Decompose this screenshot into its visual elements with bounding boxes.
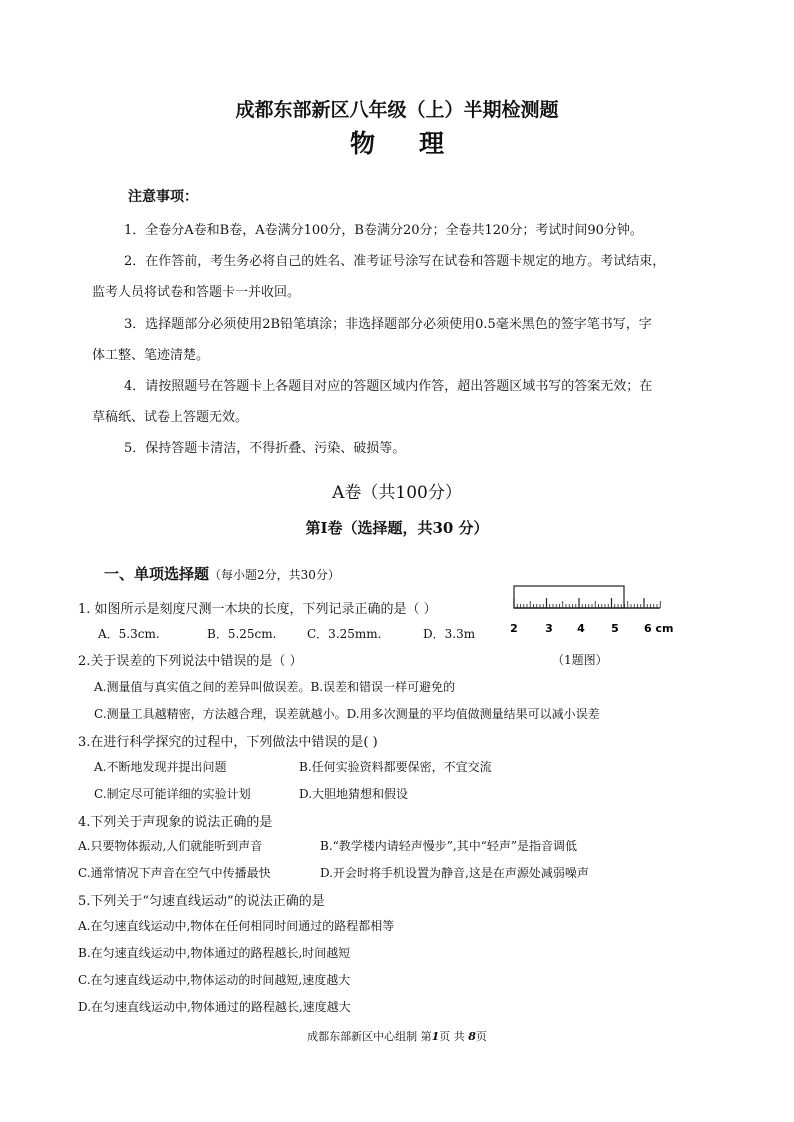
notice-item-3-cont: 体工整、笔迹清楚。 <box>92 348 210 363</box>
q3-option-d: D.大胆地猜想和假设 <box>299 787 409 801</box>
part-one-title: 一、单项选择题 <box>104 565 210 583</box>
footer-page-suffix: 页 <box>475 1030 487 1043</box>
q1-option-c: C．3.25mm. <box>307 627 382 641</box>
q2-options-cd: C.测量工具越精密，方法越合理，误差就越小。D.用多次测量的平均值做测量结果可以减小误差 <box>94 707 600 721</box>
q2-options-ab: A.测量值与真实值之间的差异叫做误差。B.误差和错误一样可避免的 <box>94 680 456 694</box>
ruler-ticks <box>514 598 660 608</box>
part-one-note: （每小题2分，共30分） <box>209 568 340 582</box>
notice-item-1: 1．全卷分A卷和B卷，A卷满分100分，B卷满分20分；全卷共120分；考试时间90分钟。 <box>124 223 643 238</box>
q3-option-c: C.制定尽可能详细的实验计划 <box>94 787 251 801</box>
section-a-title: A卷（共100分） <box>332 483 462 503</box>
subject-title: 物理 <box>349 129 488 158</box>
exam-title: 成都东部新区八年级（上）半期检测题 <box>235 99 559 121</box>
q1-stem: 1. 如图所示是刻度尺测一木块的长度，下列记录正确的是（ ） <box>78 602 437 617</box>
q5-option-b: B.在匀速直线运动中,物体通过的路程越长,时间越短 <box>78 946 351 960</box>
q1-option-a: A．5.3cm. <box>98 627 160 641</box>
footer-page-prefix: 第 <box>420 1030 432 1043</box>
q4-option-b: B.“教学楼内请轻声慢步”,其中“轻声”是指音调低 <box>320 839 577 853</box>
q5-option-a: A.在匀速直线运动中,物体在任何相同时间通过的路程都相等 <box>78 919 395 933</box>
q1-figure-caption: （1题图） <box>552 653 608 667</box>
footer-page-number: 1 <box>431 1030 440 1043</box>
part-one-heading <box>104 563 340 584</box>
q3-option-a: A.不断地发现并提出问题 <box>94 760 227 774</box>
q3-stem: 3.在进行科学探究的过程中，下列做法中错误的是( ) <box>78 735 378 750</box>
ruler-label-4: 4 <box>577 622 585 635</box>
notice-item-2-cont: 监考人员将试卷和答题卡一并收回。 <box>92 285 301 300</box>
page-footer <box>0 1028 794 1044</box>
q3-option-b: B.任何实验资料都要保密，不宜交流 <box>299 760 492 774</box>
q4-stem: 4.下列关于声现象的说法正确的是 <box>78 815 273 830</box>
q5-option-c: C.在匀速直线运动中,物体运动的时间越短,速度越大 <box>78 973 351 987</box>
footer-total-pages: 8 <box>468 1030 476 1043</box>
q4-option-d: D.开会时将手机设置为静音,这是在声源处减弱噪声 <box>320 866 589 880</box>
section-1-title: 第Ⅰ卷（选择题，共30 分） <box>305 519 489 537</box>
q1-option-b: B．5.25cm. <box>207 627 277 641</box>
notice-item-4: 4．请按照题号在答题卡上各题目对应的答题区域内作答，超出答题区域书写的答案无效；在 <box>124 379 653 394</box>
notice-item-4-cont: 草稿纸、试卷上答题无效。 <box>92 410 249 425</box>
footer-org: 成都东部新区中心组制 <box>307 1030 418 1043</box>
notice-item-3: 3．选择题部分必须使用2B铅笔填涂；非选择题部分必须使用0.5毫米黑色的签字笔书写，字 <box>124 317 652 332</box>
q1-option-d: D．3.3m <box>423 627 476 641</box>
q2-stem: 2.关于误差的下列说法中错误的是（ ） <box>78 654 303 669</box>
ruler-figure <box>500 580 680 638</box>
q5-stem: 5.下列关于“匀速直线运动”的说法正确的是 <box>78 894 325 909</box>
q4-option-a: A.只要物体振动,人们就能听到声音 <box>78 839 263 853</box>
ruler-label-2: 2 <box>510 622 518 635</box>
ruler-label-5: 5 <box>611 622 619 635</box>
q4-option-c: C.通常情况下声音在空气中传播最快 <box>78 866 271 880</box>
q5-option-d: D.在匀速直线运动中,物体通过的路程越长,速度越大 <box>78 1000 351 1014</box>
ruler-label-6cm: 6 cm <box>644 622 674 635</box>
notice-heading: 注意事项： <box>128 189 198 205</box>
notice-item-2: 2．在作答前，考生务必将自己的姓名、准考证号涂写在试卷和答题卡规定的地方。考试结束， <box>124 254 666 269</box>
footer-page-mid: 页 共 <box>439 1030 465 1043</box>
notice-item-5: 5．保持答题卡清洁，不得折叠、污染、破损等。 <box>124 441 406 456</box>
ruler-label-3: 3 <box>545 622 553 635</box>
